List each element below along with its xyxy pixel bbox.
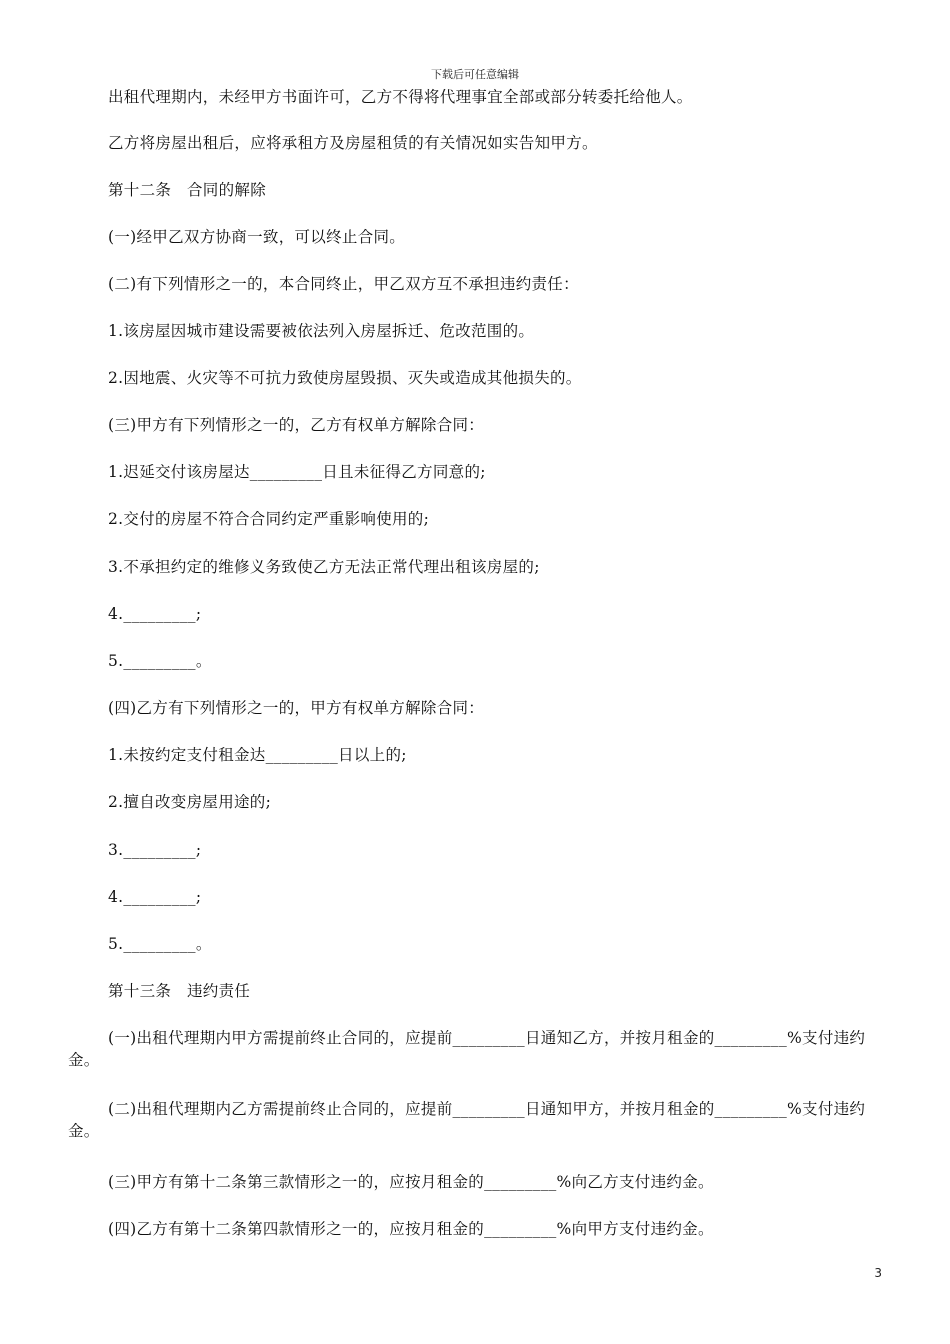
list-item: 2.因地震、火灾等不可抗力致使房屋毁损、灭失或造成其他损失的。 <box>108 369 582 387</box>
list-item: 1.该房屋因城市建设需要被依法列入房屋拆迁、危改范围的。 <box>108 322 535 340</box>
list-item: 1.迟延交付该房屋达_________日且未征得乙方同意的; <box>108 463 486 481</box>
list-item: 3._________; <box>108 841 202 859</box>
list-item: 4._________; <box>108 605 202 623</box>
paragraph: (一)出租代理期内甲方需提前终止合同的，应提前_________日通知乙方，并按月租金的_________%支付违约金。 <box>68 1029 866 1069</box>
paragraph: (三)甲方有下列情形之一的，乙方有权单方解除合同： <box>108 416 485 434</box>
paragraph: 出租代理期内，未经甲方书面许可，乙方不得将代理事宜全部或部分转委托给他人。 <box>108 88 693 106</box>
list-item: 4._________; <box>108 888 202 906</box>
section-heading: 第十三条 违约责任 <box>108 982 251 1000</box>
list-item: 2.擅自改变房屋用途的; <box>108 793 272 811</box>
paragraph: (四)乙方有下列情形之一的，甲方有权单方解除合同： <box>108 699 485 717</box>
page-header: 下载后可任意编辑 <box>431 68 519 81</box>
section-heading: 第十二条 合同的解除 <box>108 181 267 199</box>
paragraph: (一)经甲乙双方协商一致，可以终止合同。 <box>108 228 406 246</box>
page-number: 3 <box>874 1266 882 1280</box>
list-item: 5._________。 <box>108 935 212 953</box>
list-item: 2.交付的房屋不符合合同约定严重影响使用的; <box>108 510 430 528</box>
paragraph: (二)有下列情形之一的，本合同终止，甲乙双方互不承担违约责任： <box>108 275 579 293</box>
list-item: 3.不承担约定的维修义务致使乙方无法正常代理出租该房屋的; <box>108 558 540 576</box>
paragraph: (四)乙方有第十二条第四款情形之一的，应按月租金的_________%向甲方支付违约金。 <box>108 1220 714 1238</box>
paragraph: (二)出租代理期内乙方需提前终止合同的，应提前_________日通知甲方，并按月租金的_________%支付违约金。 <box>68 1100 866 1140</box>
list-item: 5._________。 <box>108 652 212 670</box>
list-item: 1.未按约定支付租金达_________日以上的; <box>108 746 407 764</box>
paragraph: 乙方将房屋出租后，应将承租方及房屋租赁的有关情况如实告知甲方。 <box>108 134 598 152</box>
paragraph: (三)甲方有第十二条第三款情形之一的，应按月租金的_________%向乙方支付违约金。 <box>108 1173 714 1191</box>
